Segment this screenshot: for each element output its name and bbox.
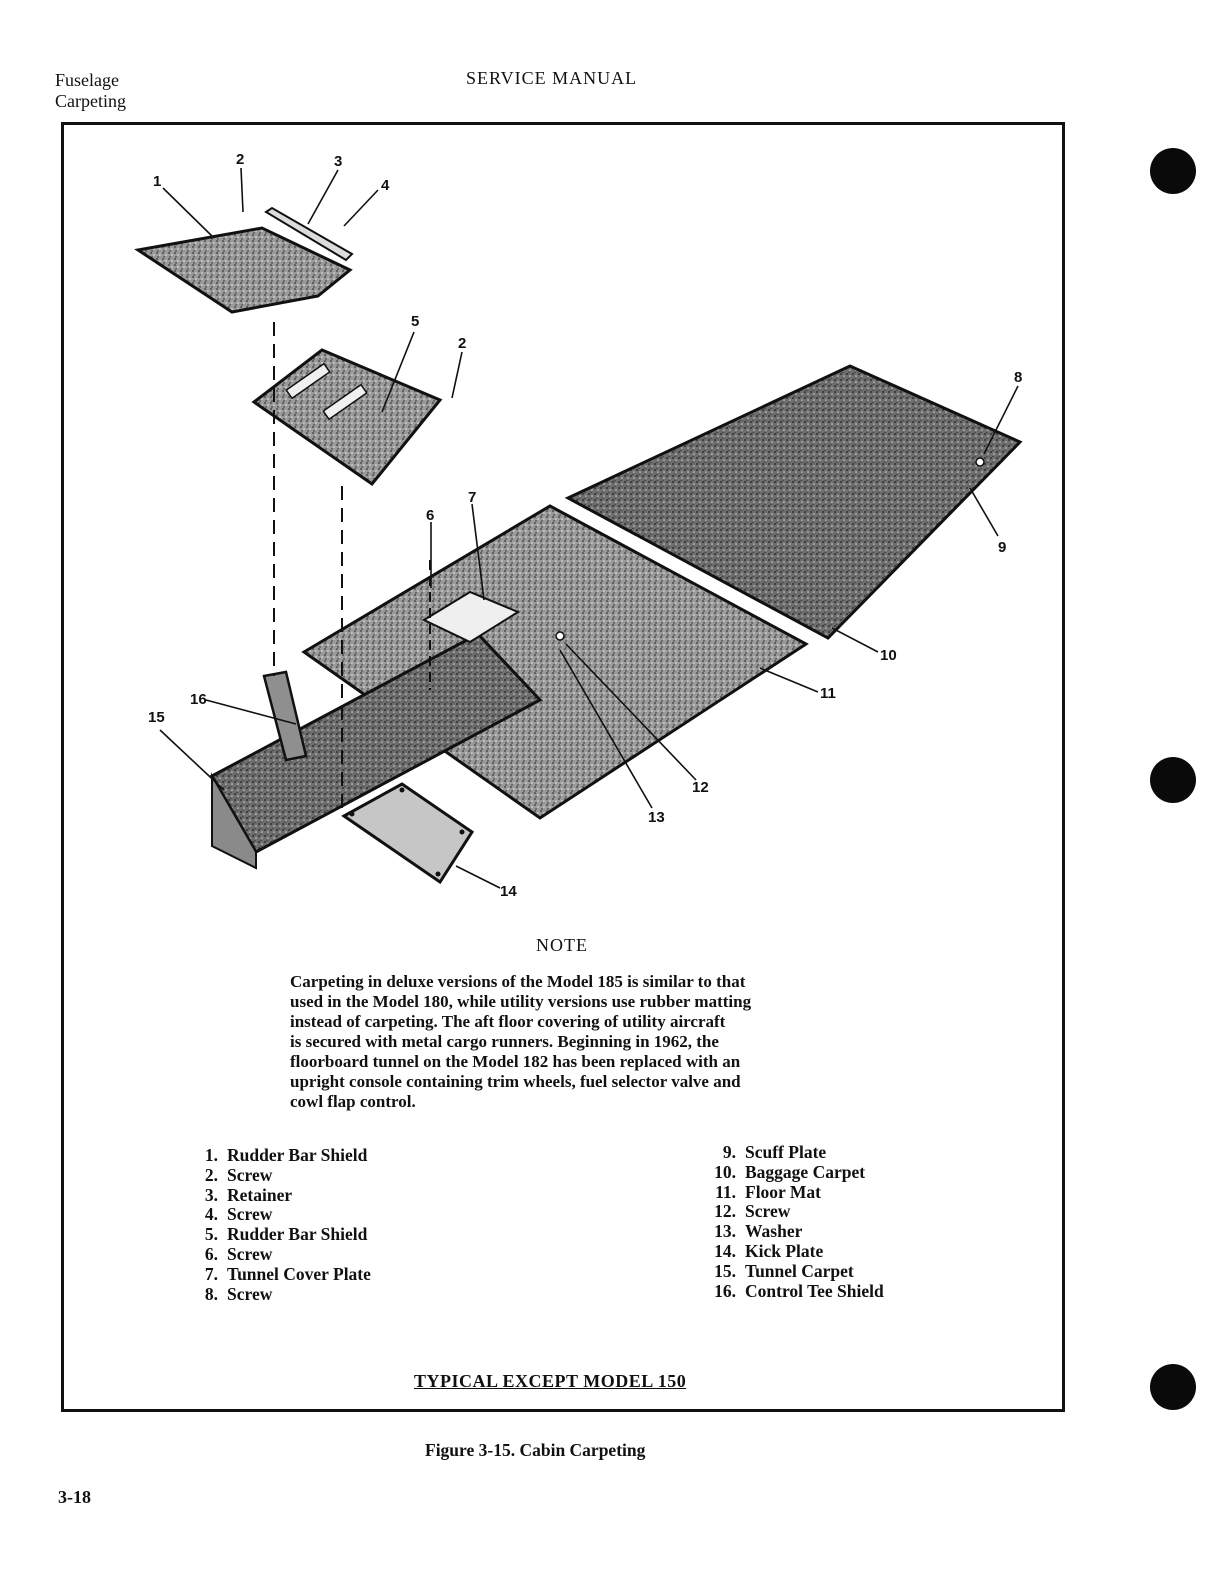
legend-item bbox=[704, 1202, 884, 1222]
parts-legend-left bbox=[186, 1146, 371, 1304]
legend-label: Screw bbox=[227, 1243, 273, 1264]
legend-number: 9. bbox=[722, 1142, 736, 1162]
leader-15 bbox=[160, 730, 224, 790]
figure-caption: Figure 3-15. Cabin Carpeting bbox=[425, 1440, 646, 1460]
section-line-fuselage: Fuselage bbox=[55, 70, 119, 90]
legend-item bbox=[186, 1166, 371, 1186]
page-number: 3-18 bbox=[58, 1487, 91, 1507]
callout-7: 7 bbox=[468, 489, 477, 506]
callout-9: 9 bbox=[998, 539, 1007, 556]
legend-item bbox=[186, 1265, 371, 1285]
legend-number: 1. bbox=[204, 1145, 218, 1165]
callout-10: 10 bbox=[880, 647, 897, 664]
legend-item bbox=[186, 1146, 371, 1166]
leader-9 bbox=[970, 488, 998, 536]
manual-title: SERVICE MANUAL bbox=[466, 68, 638, 88]
legend-item bbox=[704, 1242, 884, 1262]
callout-16: 16 bbox=[190, 691, 207, 708]
note-line: upright console containing trim wheels, fuel selector valve and bbox=[290, 1072, 741, 1091]
kick-plate-hole bbox=[400, 788, 405, 793]
legend-number: 6. bbox=[204, 1243, 218, 1264]
note-line: floorboard tunnel on the Model 182 has been replaced with an bbox=[290, 1052, 741, 1071]
leader-14 bbox=[456, 866, 500, 888]
legend-label: Retainer bbox=[227, 1184, 293, 1205]
legend-number: 4. bbox=[204, 1204, 218, 1225]
callout-14: 14 bbox=[500, 883, 517, 900]
legend-item bbox=[186, 1186, 371, 1206]
leader-11 bbox=[760, 668, 818, 692]
legend-label: Kick Plate bbox=[745, 1240, 824, 1261]
leader-3 bbox=[308, 170, 338, 224]
note-line: cowl flap control. bbox=[290, 1092, 416, 1111]
legend-number: 2. bbox=[204, 1164, 218, 1185]
callout-2a: 2 bbox=[236, 151, 245, 168]
callout-12: 12 bbox=[692, 779, 709, 796]
legend-label: Baggage Carpet bbox=[745, 1161, 866, 1182]
legend-item bbox=[704, 1183, 884, 1203]
legend-item bbox=[186, 1285, 371, 1305]
leader-4 bbox=[344, 190, 378, 226]
legend-label: Floor Mat bbox=[745, 1181, 821, 1202]
parts-legend-right bbox=[704, 1143, 884, 1301]
callout-5: 5 bbox=[411, 313, 420, 330]
legend-number: 13. bbox=[714, 1221, 736, 1242]
legend-item bbox=[704, 1282, 884, 1302]
note-line: instead of carpeting. The aft floor covering of utility aircraft bbox=[290, 1012, 726, 1031]
legend-label: Rudder Bar Shield bbox=[227, 1145, 368, 1165]
kick-plate-hole bbox=[350, 812, 355, 817]
legend-item bbox=[704, 1262, 884, 1282]
legend-item bbox=[186, 1205, 371, 1225]
legend-number: 11. bbox=[715, 1181, 736, 1202]
callout-4: 4 bbox=[381, 177, 390, 194]
legend-label: Tunnel Cover Plate bbox=[227, 1263, 371, 1284]
note-body bbox=[290, 972, 890, 1112]
binder-hole-bottom bbox=[1150, 1364, 1196, 1410]
callout-1: 1 bbox=[153, 173, 162, 190]
leader-1 bbox=[163, 188, 214, 238]
callout-8: 8 bbox=[1014, 369, 1023, 386]
typical-except-label: TYPICAL EXCEPT MODEL 150 bbox=[414, 1371, 687, 1391]
legend-label: Washer bbox=[745, 1221, 803, 1242]
callout-2b: 2 bbox=[458, 335, 467, 352]
screw-8-marker bbox=[976, 458, 984, 466]
legend-item bbox=[186, 1245, 371, 1265]
legend-number: 10. bbox=[714, 1161, 736, 1182]
legend-label: Scuff Plate bbox=[745, 1142, 827, 1162]
legend-label: Tunnel Carpet bbox=[745, 1260, 854, 1281]
legend-item bbox=[186, 1225, 371, 1245]
legend-label: Control Tee Shield bbox=[745, 1280, 884, 1301]
leader-10 bbox=[832, 628, 878, 652]
legend-label: Screw bbox=[745, 1201, 791, 1222]
legend-number: 12. bbox=[714, 1201, 736, 1222]
note-line: Carpeting in deluxe versions of the Model 185 is similar to that bbox=[290, 972, 746, 991]
callout-13: 13 bbox=[648, 809, 665, 826]
kick-plate-hole bbox=[460, 830, 465, 835]
legend-number: 3. bbox=[204, 1184, 218, 1205]
part-rudder-bar-shield-lower bbox=[254, 350, 440, 484]
legend-item bbox=[704, 1222, 884, 1242]
legend-label: Screw bbox=[227, 1164, 273, 1185]
legend-number: 15. bbox=[714, 1260, 736, 1281]
legend-item bbox=[704, 1163, 884, 1183]
part-kick-plate bbox=[344, 784, 472, 882]
kick-plate-hole bbox=[436, 872, 441, 877]
callout-15: 15 bbox=[148, 709, 165, 726]
note-line: used in the Model 180, while utility versions use rubber matting bbox=[290, 992, 752, 1011]
binder-hole-middle bbox=[1150, 757, 1196, 803]
screw-12-marker bbox=[556, 632, 564, 640]
legend-label: Screw bbox=[227, 1204, 273, 1225]
legend-number: 5. bbox=[204, 1224, 218, 1245]
binder-hole-top bbox=[1150, 148, 1196, 194]
leader-2b bbox=[452, 352, 462, 398]
legend-item bbox=[704, 1143, 884, 1163]
note-line: is secured with metal cargo runners. Beginning in 1962, the bbox=[290, 1032, 719, 1051]
legend-number: 8. bbox=[204, 1283, 218, 1304]
callout-3: 3 bbox=[334, 153, 343, 170]
legend-number: 16. bbox=[714, 1280, 736, 1301]
leader-2a bbox=[241, 168, 243, 212]
note-title: NOTE bbox=[536, 935, 588, 955]
legend-number: 7. bbox=[204, 1263, 218, 1284]
legend-label: Rudder Bar Shield bbox=[227, 1224, 368, 1245]
section-line-carpeting: Carpeting bbox=[55, 91, 126, 111]
legend-number: 14. bbox=[714, 1240, 736, 1261]
callout-11: 11 bbox=[820, 685, 836, 702]
legend-label: Screw bbox=[227, 1283, 273, 1304]
callout-6: 6 bbox=[426, 507, 435, 524]
